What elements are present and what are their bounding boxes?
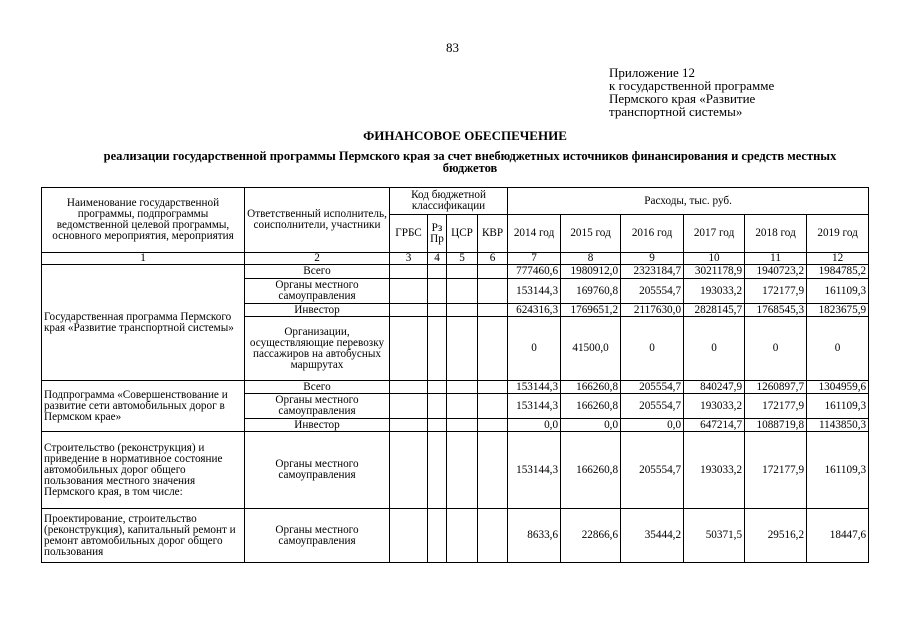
- header-year: 2016 год: [621, 215, 684, 253]
- header-year: 2017 год: [684, 215, 745, 253]
- subprogram-name-cell: Подпрограмма «Совершенствование и развитие сети автомобильных дорог в Пермском крае»: [42, 381, 245, 432]
- value-cell: 0: [508, 317, 561, 381]
- responsible-cell: Всего: [245, 381, 390, 394]
- value-cell: 1260897,7: [745, 381, 807, 394]
- appendix-note: [609, 66, 774, 118]
- value-cell: 1940723,2: [745, 265, 807, 279]
- column-number: 8: [561, 253, 621, 265]
- column-number: 4: [428, 253, 447, 265]
- responsible-cell: Организации, осуществляющие перевозку пассажиров на автобусных маршрутах: [245, 317, 390, 381]
- header-year: 2019 год: [807, 215, 869, 253]
- responsible-cell: Органы местного самоуправления: [245, 432, 390, 509]
- header-name: Наименование государственной программы, подпрограммы ведомственной целевой программы, основного мероприятия, мероприятия: [42, 188, 245, 253]
- value-cell: 1984785,2: [807, 265, 869, 279]
- table-row: [42, 432, 869, 509]
- table-row: [42, 381, 869, 394]
- value-cell: 153144,3: [508, 432, 561, 509]
- value-cell: 153144,3: [508, 381, 561, 394]
- value-cell: 193033,2: [684, 279, 745, 304]
- document-subtitle: реализации государственной программы Пермского края за счет внебюджетных источников финансирования и средств местных бюджетов: [103, 149, 837, 175]
- value-cell: 153144,3: [508, 394, 561, 419]
- column-number: 3: [390, 253, 428, 265]
- value-cell: 172177,9: [745, 394, 807, 419]
- value-cell: 1304959,6: [807, 381, 869, 394]
- value-cell: 193033,2: [684, 394, 745, 419]
- value-cell: 205554,7: [621, 279, 684, 304]
- value-cell: 0,0: [561, 419, 621, 432]
- header-csr: ЦСР: [447, 215, 478, 253]
- value-cell: 1980912,0: [561, 265, 621, 279]
- header-grbs: ГРБС: [390, 215, 428, 253]
- responsible-cell: Органы местного самоуправления: [245, 394, 390, 419]
- value-cell: 161109,3: [807, 279, 869, 304]
- appendix-line: Приложение 12: [609, 65, 696, 80]
- value-cell: 166260,8: [561, 381, 621, 394]
- value-cell: 2117630,0: [621, 304, 684, 317]
- column-number: 10: [684, 253, 745, 265]
- header-year: 2014 год: [508, 215, 561, 253]
- value-cell: 172177,9: [745, 279, 807, 304]
- value-cell: 161109,3: [807, 432, 869, 509]
- financing-table: [41, 187, 869, 563]
- column-number: 6: [478, 253, 508, 265]
- header-responsible: Ответственный исполнитель, соисполнители, участники: [245, 188, 390, 253]
- column-number: 1: [42, 253, 245, 265]
- header-year: 2015 год: [561, 215, 621, 253]
- value-cell: 169760,8: [561, 279, 621, 304]
- value-cell: 29516,2: [745, 509, 807, 563]
- value-cell: 172177,9: [745, 432, 807, 509]
- value-cell: 3021178,9: [684, 265, 745, 279]
- appendix-line: к государственной программе: [609, 78, 775, 93]
- document-title: ФИНАНСОВОЕ ОБЕСПЕЧЕНИЕ: [363, 128, 567, 143]
- appendix-line: Пермского края «Развитие: [609, 91, 756, 106]
- value-cell: 35444,2: [621, 509, 684, 563]
- value-cell: 18447,6: [807, 509, 869, 563]
- value-cell: 0: [684, 317, 745, 381]
- column-number: 5: [447, 253, 478, 265]
- value-cell: 1088719,8: [745, 419, 807, 432]
- value-cell: 1768545,3: [745, 304, 807, 317]
- value-cell: 0,0: [621, 419, 684, 432]
- column-number: 7: [508, 253, 561, 265]
- value-cell: 777460,6: [508, 265, 561, 279]
- page-number: 83: [446, 40, 459, 55]
- value-cell: 193033,2: [684, 432, 745, 509]
- value-cell: 205554,7: [621, 394, 684, 419]
- header-expenses: Расходы, тыс. руб.: [508, 188, 869, 215]
- value-cell: 205554,7: [621, 432, 684, 509]
- column-number-row: [42, 253, 869, 265]
- value-cell: 1143850,3: [807, 419, 869, 432]
- value-cell: 0: [807, 317, 869, 381]
- header-rzpr: Рз Пр: [428, 215, 447, 253]
- value-cell: 0,0: [508, 419, 561, 432]
- value-cell: 166260,8: [561, 394, 621, 419]
- value-cell: 22866,6: [561, 509, 621, 563]
- appendix-line: транспортной системы»: [609, 104, 743, 119]
- column-number: 2: [245, 253, 390, 265]
- header-year: 2018 год: [745, 215, 807, 253]
- value-cell: 205554,7: [621, 381, 684, 394]
- responsible-cell: Органы местного самоуправления: [245, 509, 390, 563]
- column-number: 11: [745, 253, 807, 265]
- column-number: 9: [621, 253, 684, 265]
- value-cell: 840247,9: [684, 381, 745, 394]
- value-cell: 1823675,9: [807, 304, 869, 317]
- value-cell: 161109,3: [807, 394, 869, 419]
- responsible-cell: Всего: [245, 265, 390, 279]
- value-cell: 1769651,2: [561, 304, 621, 317]
- table-row: [42, 265, 869, 279]
- value-cell: 0: [745, 317, 807, 381]
- value-cell: 8633,6: [508, 509, 561, 563]
- responsible-cell: Инвестор: [245, 419, 390, 432]
- table-row: [42, 509, 869, 563]
- value-cell: 2323184,7: [621, 265, 684, 279]
- value-cell: 0: [621, 317, 684, 381]
- value-cell: 647214,7: [684, 419, 745, 432]
- header-budget-code: Код бюджетной классификации: [390, 188, 508, 215]
- responsible-cell: Инвестор: [245, 304, 390, 317]
- value-cell: 153144,3: [508, 279, 561, 304]
- activity-name-cell: Проектирование, строительство (реконструкция), капитальный ремонт и ремонт автомобильных дорог общего пользования: [42, 509, 245, 563]
- value-cell: 2828145,7: [684, 304, 745, 317]
- program-name-cell: Государственная программа Пермского края «Развитие транспортной системы»: [42, 265, 245, 381]
- value-cell: 166260,8: [561, 432, 621, 509]
- header-kvr: КВР: [478, 215, 508, 253]
- value-cell: 50371,5: [684, 509, 745, 563]
- activity-name-cell: Строительство (реконструкция) и приведение в нормативное состояние автомобильных дорог общего пользования местного значения Пермского края, в том числе:: [42, 432, 245, 509]
- value-cell: 624316,3: [508, 304, 561, 317]
- value-cell: 41500,0: [561, 317, 621, 381]
- column-number: 12: [807, 253, 869, 265]
- responsible-cell: Органы местного самоуправления: [245, 279, 390, 304]
